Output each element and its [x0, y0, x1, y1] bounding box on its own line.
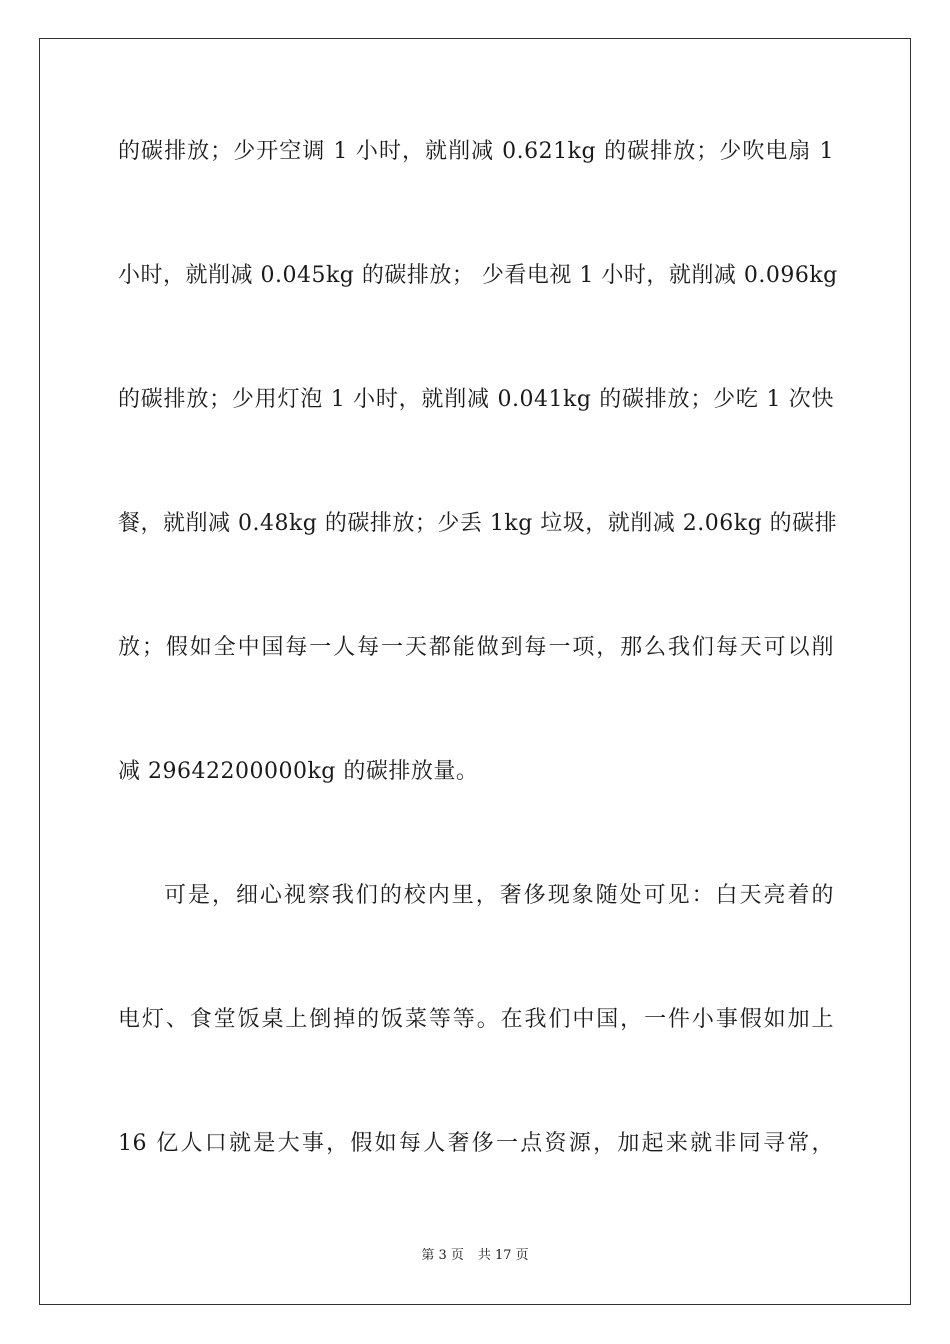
body-line-2: 小时，就削减 0.045kg 的碳排放； 少看电视 1 小时，就削减 0.096kg [118, 263, 838, 288]
page-total: 共 17 页 [477, 1248, 529, 1263]
page-footer [0, 1247, 950, 1265]
body-line-4: 餐，就削减 0.48kg 的碳排放；少丢 1kg 垃圾，就削减 2.06kg 的碳排 [118, 511, 838, 536]
body-line-5: 放；假如全中国每一人每一天都能做到每一项，那么我们每天可以削 [118, 635, 834, 660]
body-line-6: 减 29642200000kg 的碳排放量。 [118, 759, 479, 784]
page-number: 第 3 页 [421, 1248, 464, 1263]
body-line-7-paragraph-start: 可是，细心视察我们的校内里，奢侈现象随处可见：白天亮着的 [164, 883, 834, 908]
body-line-1: 的碳排放；少开空调 1 小时，就削减 0.621kg 的碳排放；少吹电扇 1 [118, 139, 834, 164]
body-line-9: 16 亿人口就是大事，假如每人奢侈一点资源，加起来就非同寻常， [118, 1131, 834, 1156]
body-line-8: 电灯、食堂饭桌上倒掉的饭菜等等。在我们中国，一件小事假如加上 [118, 1007, 834, 1032]
page-border [39, 38, 911, 1305]
body-line-3: 的碳排放；少用灯泡 1 小时，就削减 0.041kg 的碳排放；少吃 1 次快 [118, 387, 834, 412]
